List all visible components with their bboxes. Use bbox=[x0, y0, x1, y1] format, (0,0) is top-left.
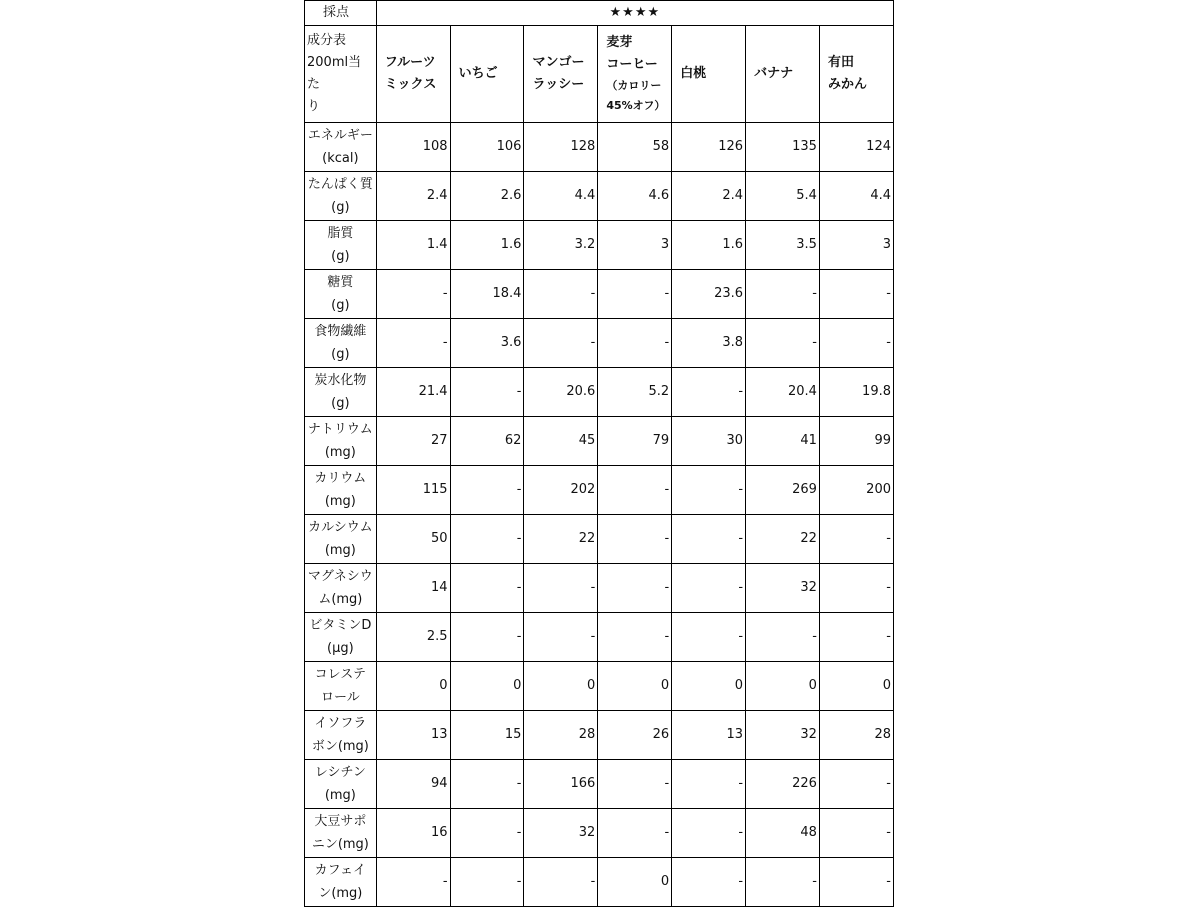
header-label-cell bbox=[305, 26, 377, 123]
value-cell: 30 bbox=[672, 417, 746, 466]
value-cell: 128 bbox=[524, 123, 598, 172]
product-header bbox=[746, 26, 820, 123]
product-name-line: フルーツ bbox=[384, 55, 436, 70]
value-cell: - bbox=[819, 319, 893, 368]
value-cell: 0 bbox=[524, 662, 598, 711]
value-cell: 58 bbox=[598, 123, 672, 172]
value-cell: 3.5 bbox=[746, 221, 820, 270]
table-row bbox=[305, 417, 894, 466]
nutrient-label-line: ニン(mg) bbox=[311, 837, 369, 852]
nutrient-label-line: コレステ bbox=[314, 667, 367, 682]
value-cell: 2.6 bbox=[450, 172, 524, 221]
nutrient-label bbox=[305, 613, 377, 662]
nutrient-label bbox=[305, 760, 377, 809]
value-cell: 1.4 bbox=[376, 221, 450, 270]
nutrient-label-line: ン(mg) bbox=[318, 886, 363, 901]
nutrient-label-line: イソフラ bbox=[314, 716, 367, 731]
value-cell: - bbox=[450, 858, 524, 907]
value-cell: 2.5 bbox=[376, 613, 450, 662]
value-cell: 45 bbox=[524, 417, 598, 466]
nutrient-label-line: 炭水化物 bbox=[314, 373, 367, 388]
value-cell: - bbox=[524, 858, 598, 907]
value-cell: - bbox=[672, 515, 746, 564]
value-cell: 94 bbox=[376, 760, 450, 809]
value-cell: - bbox=[598, 613, 672, 662]
nutrition-table bbox=[304, 0, 894, 907]
nutrient-label bbox=[305, 172, 377, 221]
value-cell: 23.6 bbox=[672, 270, 746, 319]
table-row bbox=[305, 711, 894, 760]
value-cell: 0 bbox=[598, 662, 672, 711]
nutrient-label bbox=[305, 221, 377, 270]
value-cell: - bbox=[598, 809, 672, 858]
value-cell: 28 bbox=[819, 711, 893, 760]
nutrient-label bbox=[305, 711, 377, 760]
value-cell: 18.4 bbox=[450, 270, 524, 319]
value-cell: 21.4 bbox=[376, 368, 450, 417]
value-cell: 14 bbox=[376, 564, 450, 613]
table-row bbox=[305, 564, 894, 613]
value-cell: - bbox=[450, 809, 524, 858]
value-cell: 15 bbox=[450, 711, 524, 760]
product-note-line: （カロリー bbox=[606, 79, 662, 92]
value-cell: 3.2 bbox=[524, 221, 598, 270]
nutrient-label-line: (μg) bbox=[327, 641, 354, 656]
value-cell: - bbox=[746, 319, 820, 368]
header-label-line: 200ml当た bbox=[307, 55, 362, 92]
product-header bbox=[524, 26, 598, 123]
nutrient-label-line: (g) bbox=[331, 396, 350, 411]
nutrient-label-line: ム(mg) bbox=[318, 592, 363, 607]
value-cell: - bbox=[746, 858, 820, 907]
product-name-line: ミックス bbox=[384, 77, 437, 92]
value-cell: - bbox=[450, 760, 524, 809]
nutrient-label-line: (mg) bbox=[324, 445, 356, 460]
product-header bbox=[819, 26, 893, 123]
nutrient-label bbox=[305, 417, 377, 466]
value-cell: - bbox=[746, 270, 820, 319]
header-label-line: 成分表 bbox=[307, 33, 347, 48]
value-cell: - bbox=[819, 760, 893, 809]
table-row bbox=[305, 760, 894, 809]
value-cell: 3 bbox=[598, 221, 672, 270]
value-cell: 48 bbox=[746, 809, 820, 858]
table-row bbox=[305, 809, 894, 858]
nutrient-label-line: (g) bbox=[331, 347, 350, 362]
value-cell: - bbox=[819, 515, 893, 564]
nutrient-label bbox=[305, 564, 377, 613]
value-cell: 16 bbox=[376, 809, 450, 858]
value-cell: - bbox=[672, 368, 746, 417]
value-cell: 0 bbox=[672, 662, 746, 711]
value-cell: 5.2 bbox=[598, 368, 672, 417]
value-cell: 106 bbox=[450, 123, 524, 172]
nutrient-label-line: ビタミンD bbox=[309, 618, 372, 633]
value-cell: - bbox=[598, 319, 672, 368]
value-cell: 202 bbox=[524, 466, 598, 515]
value-cell: - bbox=[598, 270, 672, 319]
nutrient-label-line: (mg) bbox=[324, 788, 356, 803]
product-name-line: 有田 bbox=[827, 55, 854, 70]
value-cell: - bbox=[819, 564, 893, 613]
value-cell: 41 bbox=[746, 417, 820, 466]
nutrient-label bbox=[305, 858, 377, 907]
value-cell: 0 bbox=[819, 662, 893, 711]
value-cell: 13 bbox=[672, 711, 746, 760]
nutrient-label-line: (g) bbox=[331, 298, 350, 313]
value-cell: 3.6 bbox=[450, 319, 524, 368]
value-cell: 124 bbox=[819, 123, 893, 172]
value-cell: 13 bbox=[376, 711, 450, 760]
nutrient-label-line: カリウム bbox=[314, 471, 367, 486]
nutrient-label-line: カルシウム bbox=[308, 520, 373, 535]
table-row bbox=[305, 613, 894, 662]
value-cell: 0 bbox=[746, 662, 820, 711]
value-cell: 200 bbox=[819, 466, 893, 515]
value-cell: 32 bbox=[746, 711, 820, 760]
value-cell: 135 bbox=[746, 123, 820, 172]
nutrient-label bbox=[305, 466, 377, 515]
value-cell: 4.4 bbox=[524, 172, 598, 221]
value-cell: 3.8 bbox=[672, 319, 746, 368]
value-cell: 4.4 bbox=[819, 172, 893, 221]
score-row bbox=[305, 1, 894, 26]
value-cell: 32 bbox=[746, 564, 820, 613]
nutrient-label bbox=[305, 319, 377, 368]
value-cell: - bbox=[672, 760, 746, 809]
nutrient-label bbox=[305, 368, 377, 417]
value-cell: - bbox=[672, 809, 746, 858]
product-name-line: バナナ bbox=[754, 66, 794, 81]
value-cell: 2.4 bbox=[376, 172, 450, 221]
table-row bbox=[305, 123, 894, 172]
product-header bbox=[672, 26, 746, 123]
value-cell: - bbox=[598, 466, 672, 515]
table-row bbox=[305, 515, 894, 564]
value-cell: 226 bbox=[746, 760, 820, 809]
nutrient-label-line: (mg) bbox=[324, 543, 356, 558]
nutrient-label-line: (g) bbox=[331, 200, 350, 215]
table-row bbox=[305, 466, 894, 515]
value-cell: - bbox=[524, 319, 598, 368]
value-cell: 4.6 bbox=[598, 172, 672, 221]
value-cell: 115 bbox=[376, 466, 450, 515]
value-cell: 3 bbox=[819, 221, 893, 270]
value-cell: - bbox=[672, 858, 746, 907]
product-name-line: ラッシー bbox=[532, 77, 585, 92]
value-cell: - bbox=[450, 515, 524, 564]
score-label: 採点 bbox=[305, 1, 377, 26]
value-cell: - bbox=[376, 270, 450, 319]
product-name-line: 麦芽 bbox=[606, 35, 633, 50]
value-cell: - bbox=[598, 760, 672, 809]
value-cell: - bbox=[746, 613, 820, 662]
value-cell: 22 bbox=[746, 515, 820, 564]
value-cell: - bbox=[819, 809, 893, 858]
value-cell: 62 bbox=[450, 417, 524, 466]
product-name-line: みかん bbox=[827, 77, 867, 92]
value-cell: 50 bbox=[376, 515, 450, 564]
value-cell: - bbox=[598, 515, 672, 564]
value-cell: 269 bbox=[746, 466, 820, 515]
value-cell: 0 bbox=[376, 662, 450, 711]
nutrient-label-line: (g) bbox=[331, 249, 350, 264]
table-row bbox=[305, 270, 894, 319]
value-cell: 19.8 bbox=[819, 368, 893, 417]
value-cell: 28 bbox=[524, 711, 598, 760]
value-cell: - bbox=[672, 466, 746, 515]
value-cell: - bbox=[524, 613, 598, 662]
value-cell: - bbox=[819, 270, 893, 319]
nutrient-label bbox=[305, 270, 377, 319]
nutrient-label-line: レシチン bbox=[314, 765, 366, 780]
nutrient-label-line: 食物繊維 bbox=[314, 324, 367, 339]
nutrient-label bbox=[305, 123, 377, 172]
value-cell: 32 bbox=[524, 809, 598, 858]
nutrient-label-line: (mg) bbox=[324, 494, 356, 509]
value-cell: 20.4 bbox=[746, 368, 820, 417]
value-cell: - bbox=[819, 613, 893, 662]
value-cell: - bbox=[450, 466, 524, 515]
nutrient-label-line: (kcal) bbox=[322, 151, 359, 166]
nutrient-label-line: ボン(mg) bbox=[311, 739, 369, 754]
product-name-line: 白桃 bbox=[680, 66, 707, 81]
table-row bbox=[305, 858, 894, 907]
header-label-line: り bbox=[307, 99, 321, 114]
value-cell: 79 bbox=[598, 417, 672, 466]
value-cell: 5.4 bbox=[746, 172, 820, 221]
product-name-line: マンゴー bbox=[532, 55, 585, 70]
nutrient-label bbox=[305, 662, 377, 711]
value-cell: 27 bbox=[376, 417, 450, 466]
nutrient-label-line: 大豆サポ bbox=[314, 814, 367, 829]
product-name-line: コーヒー bbox=[606, 57, 658, 72]
table-row bbox=[305, 319, 894, 368]
value-cell: - bbox=[672, 564, 746, 613]
product-header bbox=[598, 26, 672, 123]
value-cell: - bbox=[672, 613, 746, 662]
nutrient-label-line: たんぱく質 bbox=[307, 177, 373, 192]
table-row bbox=[305, 662, 894, 711]
nutrient-label-line: カフェイ bbox=[314, 863, 367, 878]
value-cell: 99 bbox=[819, 417, 893, 466]
value-cell: - bbox=[598, 564, 672, 613]
product-name-line: いちご bbox=[458, 66, 498, 81]
value-cell: - bbox=[376, 319, 450, 368]
product-header bbox=[376, 26, 450, 123]
value-cell: - bbox=[376, 858, 450, 907]
nutrient-label bbox=[305, 515, 377, 564]
value-cell: - bbox=[819, 858, 893, 907]
nutrient-label bbox=[305, 809, 377, 858]
nutrient-label-line: ロール bbox=[320, 690, 360, 705]
table-row bbox=[305, 172, 894, 221]
nutrient-label-line: エネルギー bbox=[307, 128, 373, 143]
nutrient-label-line: 脂質 bbox=[327, 226, 354, 241]
value-cell: 2.4 bbox=[672, 172, 746, 221]
value-cell: - bbox=[450, 368, 524, 417]
value-cell: 22 bbox=[524, 515, 598, 564]
value-cell: - bbox=[450, 564, 524, 613]
value-cell: 126 bbox=[672, 123, 746, 172]
value-cell: - bbox=[524, 564, 598, 613]
value-cell: 1.6 bbox=[450, 221, 524, 270]
nutrient-label-line: 糖質 bbox=[327, 275, 354, 290]
value-cell: 0 bbox=[598, 858, 672, 907]
value-cell: - bbox=[450, 613, 524, 662]
value-cell: 20.6 bbox=[524, 368, 598, 417]
nutrient-label-line: ナトリウム bbox=[307, 422, 373, 437]
value-cell: 108 bbox=[376, 123, 450, 172]
nutrient-label-line: マグネシウ bbox=[307, 569, 373, 584]
header-row bbox=[305, 26, 894, 123]
value-cell: 1.6 bbox=[672, 221, 746, 270]
value-cell: - bbox=[524, 270, 598, 319]
product-header bbox=[450, 26, 524, 123]
table-row bbox=[305, 368, 894, 417]
value-cell: 166 bbox=[524, 760, 598, 809]
value-cell: 26 bbox=[598, 711, 672, 760]
value-cell: 0 bbox=[450, 662, 524, 711]
product-note-line: 45%オフ） bbox=[606, 99, 666, 112]
table-row bbox=[305, 221, 894, 270]
score-stars: ★★★★ bbox=[376, 1, 893, 26]
